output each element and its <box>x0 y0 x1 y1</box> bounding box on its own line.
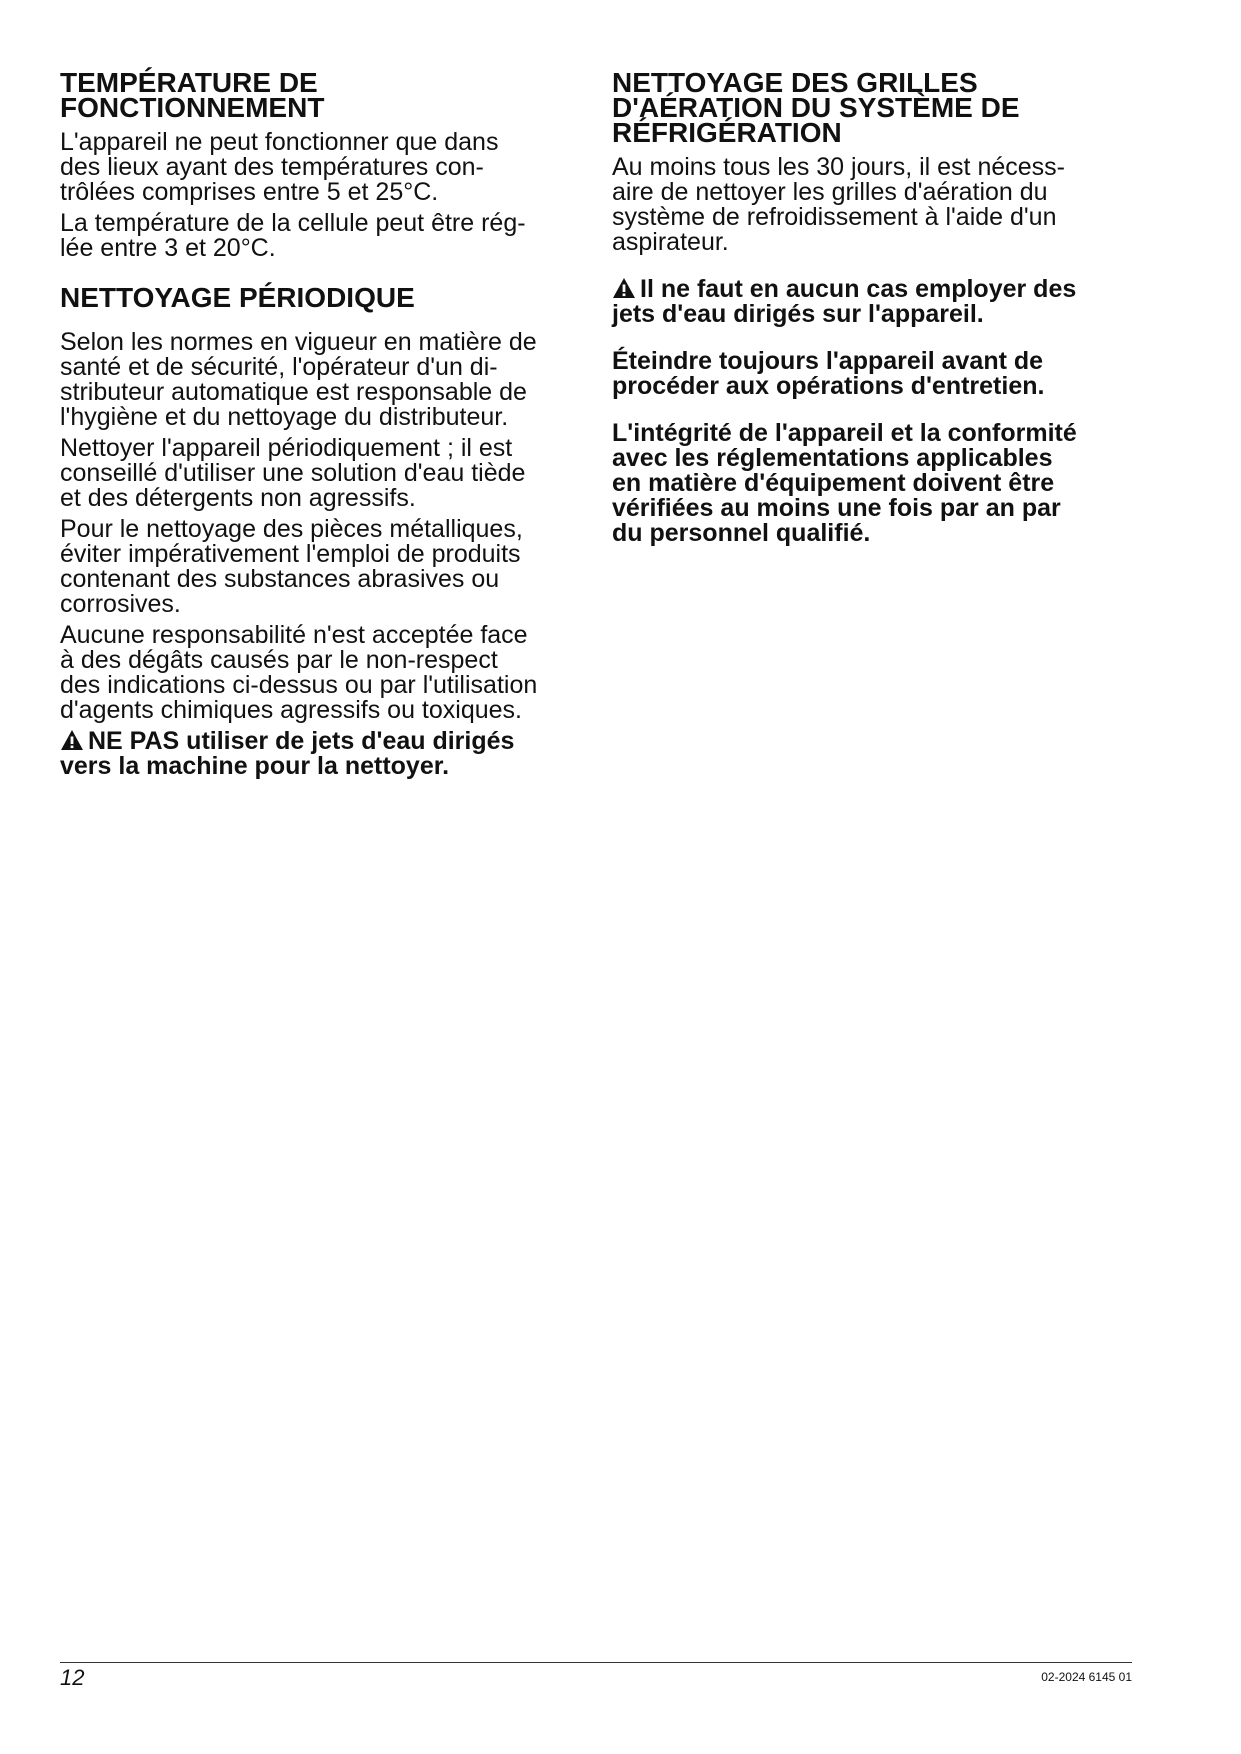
text-line: lée entre 3 et 20°C. <box>60 234 276 262</box>
text-line: L'intégrité de l'appareil et la conformité <box>612 419 1077 447</box>
warning-no-water-jets <box>60 729 580 779</box>
paragraph-temperature-range <box>60 130 580 205</box>
title-line: TEMPÉRATURE DE <box>60 67 318 98</box>
title-line: RÉFRIGÉRATION <box>612 117 842 148</box>
text-line: aire de nettoyer les grilles d'aération du <box>612 178 1048 206</box>
text-line: santé et de sécurité, l'opérateur d'un di- <box>60 353 498 381</box>
text-line: à des dégâts causés par le non-respect <box>60 646 498 674</box>
text-line: Au moins tous les 30 jours, il est nécess- <box>612 153 1065 181</box>
text-line: Aucune responsabilité n'est acceptée face <box>60 621 528 649</box>
text-line: La température de la cellule peut être rég- <box>60 209 526 237</box>
left-column <box>60 67 580 780</box>
right-column <box>612 67 1132 547</box>
text-line: conseillé d'utiliser une solution d'eau tiède <box>60 459 526 487</box>
text-line: contenant des substances abrasives ou <box>60 565 500 593</box>
page-number: 12 <box>60 1665 85 1690</box>
text-line: avec les réglementations applicables <box>612 444 1053 472</box>
section-title-periodic-cleaning: NETTOYAGE PÉRIODIQUE <box>60 282 415 313</box>
title-line: NETTOYAGE DES GRILLES <box>612 67 978 98</box>
document-code: 02-2024 6145 01 <box>1041 1670 1132 1684</box>
warning-no-water-jets-appliance <box>612 277 1132 327</box>
text-line: procéder aux opérations d'entretien. <box>612 372 1045 400</box>
text-line: corrosives. <box>60 590 181 618</box>
notice-switch-off <box>612 349 1132 399</box>
text-line: stributeur automatique est responsable de <box>60 378 527 406</box>
text-line: NE PAS utiliser de jets d'eau dirigés <box>88 727 515 755</box>
text-line: système de refroidissement à l'aide d'un <box>612 203 1057 231</box>
text-line: L'appareil ne peut fonctionner que dans <box>60 128 499 156</box>
text-line: trôlées comprises entre 5 et 25°C. <box>60 178 439 206</box>
notice-annual-inspection <box>612 421 1132 546</box>
text-line: Il ne faut en aucun cas employer des <box>640 275 1077 303</box>
text-line: l'hygiène et du nettoyage du distributeur. <box>60 403 509 431</box>
text-line: du personnel qualifié. <box>612 519 871 547</box>
section-title-ventilation-grilles <box>612 67 1132 148</box>
footer-divider <box>60 1662 1132 1663</box>
text-line: des indications ci-dessus ou par l'utilisation <box>60 671 538 699</box>
paragraph-metal-parts <box>60 517 580 617</box>
warning-triangle-icon <box>612 277 636 299</box>
paragraph-hygiene-standards <box>60 330 580 430</box>
text-line: d'agents chimiques agressifs ou toxiques. <box>60 696 522 724</box>
text-line: jets d'eau dirigés sur l'appareil. <box>612 300 984 328</box>
text-line: Nettoyer l'appareil périodiquement ; il est <box>60 434 513 462</box>
text-line: aspirateur. <box>612 228 729 256</box>
text-line: éviter impérativement l'emploi de produits <box>60 540 521 568</box>
paragraph-clean-periodically <box>60 436 580 511</box>
section-title-operating-temperature <box>60 67 580 123</box>
text-line: Selon les normes en vigueur en matière de <box>60 328 537 356</box>
paragraph-30-days-cleaning <box>612 155 1132 255</box>
text-line: et des détergents non agressifs. <box>60 484 416 512</box>
text-line: Éteindre toujours l'appareil avant de <box>612 347 1044 375</box>
text-line: Pour le nettoyage des pièces métalliques, <box>60 515 523 543</box>
title-line: D'AÉRATION DU SYSTÈME DE <box>612 92 1020 123</box>
text-line: vers la machine pour la nettoyer. <box>60 752 450 780</box>
text-line: vérifiées au moins une fois par an par <box>612 494 1061 522</box>
warning-triangle-icon <box>60 729 84 751</box>
paragraph-liability <box>60 623 580 723</box>
text-line: des lieux ayant des températures con- <box>60 153 484 181</box>
text-line: en matière d'équipement doivent être <box>612 469 1055 497</box>
paragraph-cell-temperature <box>60 211 580 261</box>
title-line: FONCTIONNEMENT <box>60 92 325 123</box>
